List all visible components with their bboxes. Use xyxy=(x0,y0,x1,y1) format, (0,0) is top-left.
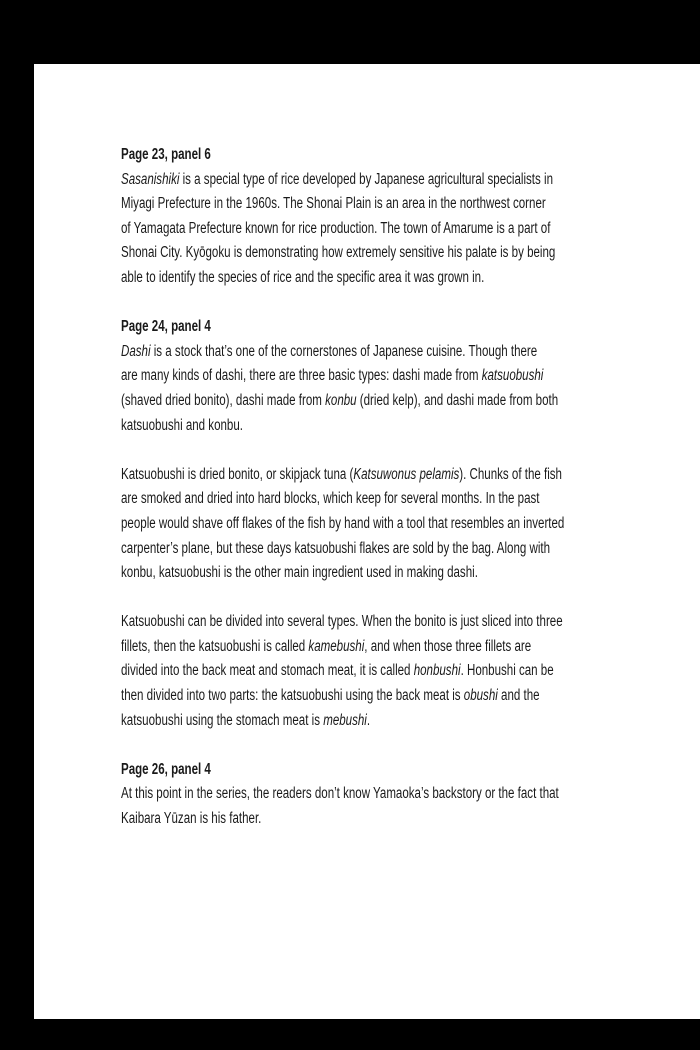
text-segment: are smoked and dried into hard blocks, which keep for several months. In the past xyxy=(121,490,540,508)
note-section xyxy=(121,143,700,291)
text-segment: fillets, then the katsuobushi is called xyxy=(121,637,309,655)
blank-line xyxy=(121,438,643,463)
text-line xyxy=(121,684,643,709)
text-segment: Miyagi Prefecture in the 1960s. The Shonai Plain is an area in the northwest corner xyxy=(121,195,546,213)
text-segment: Shonai City. Kyōgoku is demonstrating how extremely sensitive his palate is by being xyxy=(121,244,556,262)
paragraph xyxy=(121,782,700,831)
text-line xyxy=(121,487,643,512)
text-line xyxy=(121,340,643,365)
text-segment: are many kinds of dashi, there are three basic types: dashi made from xyxy=(121,367,482,385)
italic-term: honbushi xyxy=(413,662,461,680)
text-segment: Katsuobushi can be divided into several types. When the bonito is just sliced into three xyxy=(121,613,563,631)
text-line xyxy=(121,659,643,684)
text-line xyxy=(121,192,643,217)
italic-term: kamebushi xyxy=(308,637,365,655)
text-segment: konbu, katsuobushi is the other main ingredient used in making dashi. xyxy=(121,564,478,582)
text-segment: carpenter’s plane, but these days katsuobushi flakes are sold by the bag. Along with xyxy=(121,539,551,557)
section-heading: Page 23, panel 6 xyxy=(121,146,211,163)
text-segment: able to identify the species of rice and the specific area it was grown in. xyxy=(121,268,485,286)
text-segment: divided into the back meat and stomach meat, it is called xyxy=(121,662,414,680)
note-section xyxy=(121,758,700,832)
blank-line xyxy=(121,291,643,316)
text-line xyxy=(121,463,643,488)
text-line xyxy=(121,561,643,586)
text-segment: of Yamagata Prefecture known for rice production. The town of Amarume is a part of xyxy=(121,219,551,237)
text-segment: is a stock that’s one of the cornerstones of Japanese cuisine. Though there xyxy=(150,342,538,360)
text-segment: . xyxy=(366,711,371,729)
blank-line xyxy=(121,733,643,758)
text-line xyxy=(121,537,643,562)
text-line xyxy=(121,241,643,266)
italic-term: Sasanishiki xyxy=(121,170,180,188)
blank-line xyxy=(121,586,643,611)
text-segment: people would shave off flakes of the fish by hand with a tool that resembles an inverted xyxy=(121,514,565,532)
text-line xyxy=(121,168,643,193)
paragraph xyxy=(121,168,700,291)
text-line xyxy=(121,389,643,414)
text-line xyxy=(121,635,643,660)
paragraph xyxy=(121,610,700,733)
text-line xyxy=(121,782,643,807)
text-segment: At this point in the series, the readers don’t know Yamaoka’s backstory or the fact that xyxy=(121,785,559,803)
text-segment: Katsuobushi is dried bonito, or skipjack tuna ( xyxy=(121,465,354,483)
text-segment: Kaibara Yūzan is his father. xyxy=(121,810,262,828)
paragraph xyxy=(121,463,700,586)
text-line xyxy=(121,610,643,635)
text-line xyxy=(121,217,643,242)
text-segment: is a special type of rice developed by Japanese agricultural specialists in xyxy=(179,170,553,188)
notes-text xyxy=(121,143,700,832)
note-section xyxy=(121,315,700,733)
text-segment: katsuobushi using the stomach meat is xyxy=(121,711,324,729)
italic-term: obushi xyxy=(463,687,498,705)
italic-term: mebushi xyxy=(323,711,367,729)
text-line xyxy=(121,807,643,832)
document-page xyxy=(34,64,700,1019)
text-line xyxy=(121,364,643,389)
text-segment: , and when those three fillets are xyxy=(364,637,532,655)
paragraph xyxy=(121,340,700,438)
italic-term: Dashi xyxy=(121,342,151,360)
text-line xyxy=(121,709,643,734)
text-segment: ). Chunks of the fish xyxy=(459,465,562,483)
text-line xyxy=(121,512,643,537)
text-segment: katsuobushi and konbu. xyxy=(121,416,243,434)
section-heading: Page 26, panel 4 xyxy=(121,760,211,778)
text-segment: (shaved dried bonito), dashi made from xyxy=(121,391,326,409)
italic-term: katsuobushi xyxy=(481,367,544,385)
text-segment: and the xyxy=(497,687,540,705)
text-segment: (dried kelp), and dashi made from both xyxy=(356,391,559,409)
italic-term: konbu xyxy=(325,391,357,409)
italic-term: Katsuwonus pelamis xyxy=(353,465,460,483)
text-line xyxy=(121,266,643,291)
text-segment: then divided into two parts: the katsuobushi using the back meat is xyxy=(121,687,464,705)
text-segment: . Honbushi can be xyxy=(460,662,554,680)
text-line xyxy=(121,414,643,439)
section-heading: Page 24, panel 4 xyxy=(121,318,211,336)
